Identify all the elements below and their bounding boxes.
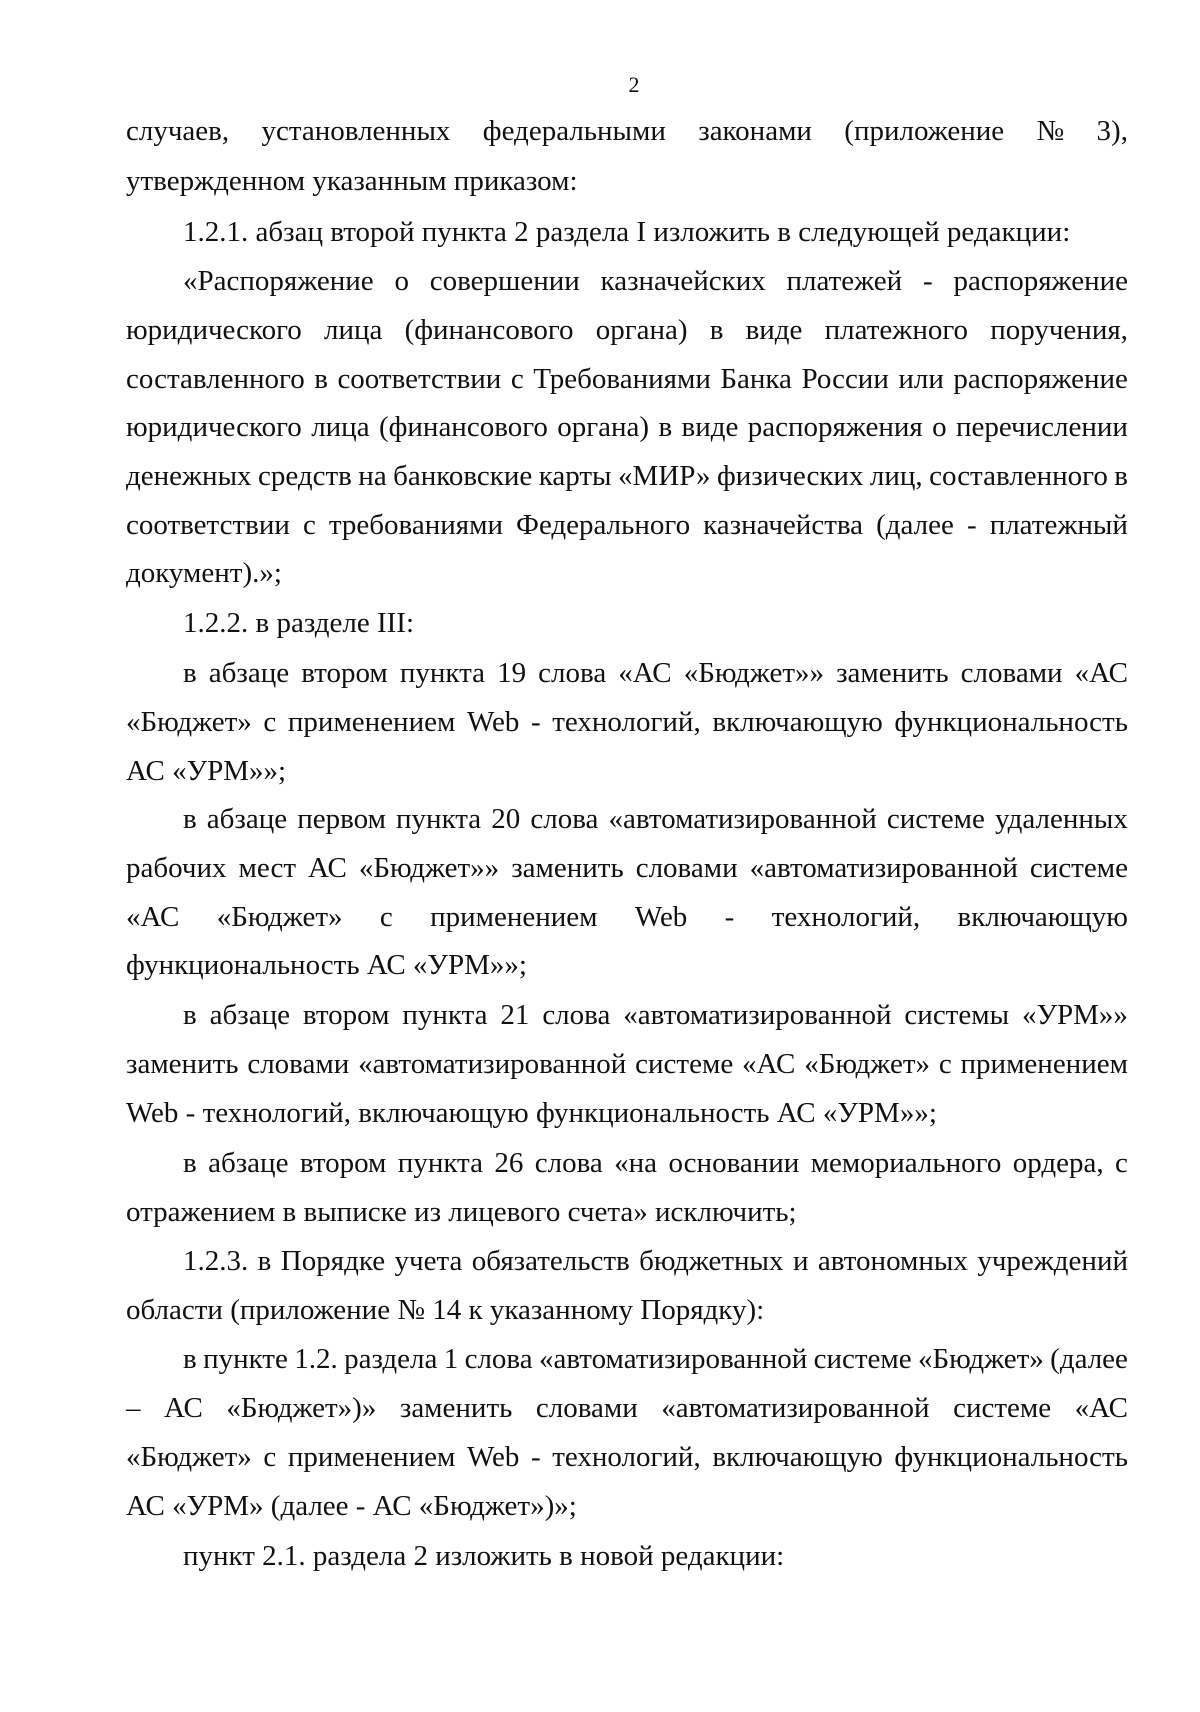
word: - [530, 706, 541, 738]
word: с [510, 363, 524, 395]
word: пункта [396, 803, 482, 835]
text-line-22 [183, 1146, 1128, 1180]
word: на [358, 460, 387, 492]
word: пункте [203, 1343, 288, 1375]
word: «АС [1074, 657, 1128, 689]
text-line-5 [126, 313, 1128, 347]
word: основании [668, 1147, 800, 1179]
word: «Бюджет»» [358, 852, 500, 884]
text-line-24 [183, 1244, 1128, 1278]
word: казначейства [703, 509, 864, 541]
word: пункта [402, 999, 488, 1031]
word: (финансового [404, 314, 574, 346]
word: 20 [491, 803, 521, 835]
word: учета [394, 1245, 463, 1277]
word: Web [466, 706, 520, 738]
word: слова [464, 1343, 533, 1375]
text-line-30: пункт 2.1. раздела 2 изложить в новой редакции: [183, 1540, 785, 1572]
word: – [126, 1392, 141, 1424]
text-line-16 [126, 851, 1128, 885]
word: - [724, 901, 735, 933]
word: с [263, 706, 277, 738]
word: технологий, [552, 706, 701, 738]
word: функциональность [894, 706, 1128, 738]
word: лиц, [869, 460, 923, 492]
word: юридического [126, 314, 302, 346]
word: перечислении [956, 411, 1128, 443]
word: в [658, 411, 673, 443]
word: системе [886, 803, 985, 835]
text-line-10: документ).»; [126, 557, 282, 589]
word: 1.2. [294, 1343, 338, 1375]
word: с [302, 509, 316, 541]
word: «на [614, 1147, 658, 1179]
word: мемориального [810, 1147, 1002, 1179]
word: технологий, [771, 901, 921, 933]
word: «Бюджет» [216, 901, 343, 933]
word: АС [164, 1392, 203, 1424]
word: соответствии [126, 509, 290, 541]
word: удаленных [994, 803, 1128, 835]
word: с [379, 901, 393, 933]
text-line-3: 1.2.1. абзац второй пункта 2 раздела I изложить в следующей редакции: [183, 216, 1071, 248]
word: пункта [397, 1147, 483, 1179]
word: включающую [712, 706, 883, 738]
word: заменить [399, 1392, 513, 1424]
text-line-26 [183, 1342, 1128, 1376]
text-line-4 [183, 264, 1128, 298]
word: «МИР» [617, 460, 711, 492]
word: «Бюджет»» [683, 657, 825, 689]
word: 1.2.3. [183, 1245, 249, 1277]
text-line-23: отражением в выписке из лицевого счета» исключить; [126, 1196, 797, 1228]
word: совершении [429, 265, 580, 297]
word: словами [635, 852, 738, 884]
word: составленного [126, 363, 305, 395]
text-line-12 [183, 656, 1128, 690]
word: 3), [1096, 115, 1128, 147]
word: ордера, [1012, 1147, 1104, 1179]
word: 1 [443, 1343, 459, 1375]
word: «автоматизированной [749, 852, 1018, 884]
word: «Бюджет» [917, 1343, 1044, 1375]
word: в [183, 1147, 197, 1179]
word: виде [745, 314, 803, 346]
word: физических [717, 460, 864, 492]
word: применением [287, 1441, 456, 1473]
text-line-28 [126, 1440, 1128, 1474]
page-number: 2 [628, 72, 640, 97]
word: органа) [557, 411, 650, 443]
word: и [792, 1245, 809, 1277]
word: Требованиями [533, 363, 711, 395]
word: с [938, 1048, 952, 1080]
word: - [922, 265, 933, 297]
word: в [314, 363, 328, 395]
word: случаев, [126, 115, 230, 147]
word: законами [698, 115, 812, 147]
word: (финансового [378, 411, 548, 443]
word: «автоматизированной [661, 1392, 930, 1424]
word: «автоматизированной [608, 803, 877, 835]
word: лица [324, 314, 383, 346]
word: втором [302, 999, 390, 1031]
word: применением [430, 901, 598, 933]
word: (приложение [844, 115, 1005, 147]
word: словами [247, 1048, 350, 1080]
word: системы [904, 999, 1010, 1031]
text-line-13 [126, 705, 1128, 739]
word: распоряжение [953, 363, 1128, 395]
word: «АС [618, 657, 672, 689]
word: технологий, [552, 1441, 701, 1473]
word: - [530, 1441, 541, 1473]
word: - [966, 509, 977, 541]
word: «АС [126, 901, 180, 933]
word: установленных [261, 115, 451, 147]
word: абзаце [208, 1147, 289, 1179]
text-line-11: 1.2.2. в разделе III: [183, 607, 414, 639]
word: бюджетных [639, 1245, 784, 1277]
word: «автоматизированной [358, 1048, 627, 1080]
word: «автоматизированной [623, 999, 892, 1031]
word: слова [542, 999, 611, 1031]
word: платежный [989, 509, 1128, 541]
word: в [183, 999, 197, 1031]
word: «АС [742, 1048, 796, 1080]
word: денежных [126, 460, 252, 492]
word: в [1114, 460, 1128, 492]
text-line-6 [126, 362, 1128, 396]
word: платежного [824, 314, 969, 346]
word: средств [258, 460, 352, 492]
text-line-20 [126, 1047, 1128, 1081]
text-line-27 [126, 1391, 1128, 1425]
word: о [394, 265, 409, 297]
word: о [932, 411, 947, 443]
word: (далее [876, 509, 954, 541]
word: требованиями [328, 509, 503, 541]
word: «Бюджет» [804, 1048, 930, 1080]
word: втором [299, 1147, 387, 1179]
word: «автоматизированной [538, 1343, 808, 1375]
word: распоряжение [953, 265, 1128, 297]
word: или [898, 363, 944, 395]
word: слова [530, 803, 599, 835]
word: составленного [929, 460, 1108, 492]
word: в [183, 1343, 197, 1375]
word: втором [301, 657, 388, 689]
word: казначейских [600, 265, 766, 297]
word: № [1036, 115, 1065, 147]
word: поручения, [990, 314, 1128, 346]
word: абзаце [206, 803, 288, 835]
word: лица [311, 411, 370, 443]
word: «Бюджет» [126, 1441, 252, 1473]
word: рабочих [126, 852, 227, 884]
word: карты [538, 460, 612, 492]
word: абзаце [208, 657, 290, 689]
text-line-25: области (приложение № 14 к указанному Порядку): [126, 1294, 765, 1326]
word: автономных [817, 1245, 968, 1277]
word: системе [1029, 852, 1128, 884]
word: слова [538, 657, 607, 689]
word: мест [238, 852, 296, 884]
word: 19 [497, 657, 527, 689]
word: раздела [344, 1343, 438, 1375]
word: в [709, 314, 724, 346]
word: Банка [720, 363, 792, 395]
word: с [1114, 1147, 1128, 1179]
text-line-21: Web - технологий, включающую функциональность АС «УРМ»»; [126, 1097, 937, 1129]
word: «Бюджет»)» [226, 1392, 377, 1424]
word: АС [308, 852, 347, 884]
word: заменить [126, 1048, 239, 1080]
word: системе [813, 1343, 912, 1375]
text-line-14: АС «УРМ»»; [126, 755, 287, 787]
word: включающую [712, 1441, 883, 1473]
text-line-15 [183, 802, 1128, 836]
word: Порядке [280, 1245, 386, 1277]
word: юридического [126, 411, 302, 443]
word: пункта [399, 657, 486, 689]
word: России [801, 363, 889, 395]
word: соответствии [337, 363, 502, 395]
word: системе [953, 1392, 1052, 1424]
text-line-9 [126, 508, 1128, 542]
word: (далее [1050, 1343, 1128, 1375]
word: учреждений [977, 1245, 1128, 1277]
word: Федерального [516, 509, 691, 541]
word: системе [635, 1048, 734, 1080]
word: применением [960, 1048, 1128, 1080]
word: «АС [1074, 1392, 1128, 1424]
word: в [257, 1245, 272, 1277]
word: первом [297, 803, 386, 835]
word: платежей [786, 265, 903, 297]
text-line-7 [126, 410, 1128, 444]
word: виде [681, 411, 739, 443]
word: слова [534, 1147, 603, 1179]
text-line-1 [126, 114, 1128, 148]
word: «Бюджет» [126, 706, 252, 738]
text-line-18: функциональность АС «УРМ»»; [126, 949, 527, 981]
word: применением [287, 706, 456, 738]
text-line-2: утвержденном указанным приказом: [126, 165, 578, 197]
word: банковские [393, 460, 533, 492]
word: 26 [494, 1147, 524, 1179]
word: 21 [500, 999, 530, 1031]
word: Web [634, 901, 688, 933]
word: включающую [957, 901, 1128, 933]
word: абзаце [209, 999, 290, 1031]
word: в [183, 657, 197, 689]
text-line-8 [126, 459, 1128, 493]
text-line-29: АС «УРМ» (далее - АС «Бюджет»)»; [126, 1490, 577, 1522]
text-line-17 [126, 900, 1128, 934]
word: словами [535, 1392, 638, 1424]
word: функциональность [894, 1441, 1128, 1473]
word: с [263, 1441, 277, 1473]
word: органа) [595, 314, 688, 346]
word: федеральными [482, 115, 666, 147]
text-line-19 [183, 998, 1128, 1032]
word: в [183, 803, 197, 835]
word: «Распоряжение [183, 265, 374, 297]
word: словами [960, 657, 1063, 689]
word: заменить [511, 852, 624, 884]
word: обязательств [471, 1245, 630, 1277]
word: распоряжения [747, 411, 923, 443]
word: Web [466, 1441, 520, 1473]
word: заменить [836, 657, 949, 689]
word: «УРМ»» [1021, 999, 1128, 1031]
